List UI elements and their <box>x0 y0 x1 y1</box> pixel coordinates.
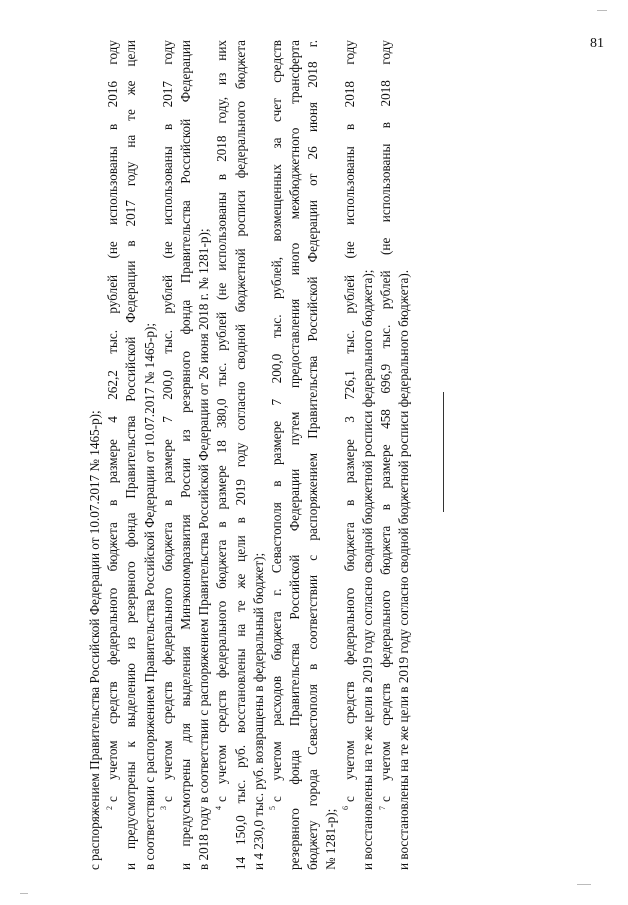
line-text: и предусмотрены к выделению из резервного фонда Правительства Российской Федерации в 2017 году на те же цели <box>123 40 139 870</box>
text-line <box>268 40 286 870</box>
footnote-marker: 5 <box>268 806 278 810</box>
text-line <box>322 40 340 870</box>
line-text: 14 150,0 тыс. руб. восстановлены на те же цели в 2019 году согласно сводной бюджетной росписи федерального бюджета <box>232 40 248 870</box>
line-text: в соответствии с распоряжением Правительства Российской Федерации от 10.07.2017 № 1465-р); <box>141 322 157 870</box>
text-line <box>395 40 413 870</box>
scan-artifact <box>577 884 591 885</box>
scan-artifact <box>20 893 28 894</box>
text-line <box>141 40 159 870</box>
footnote-marker: 3 <box>159 806 169 810</box>
line-text: с учетом средств федерального бюджета в размере 4 262,2 тыс. рублей (не использованы в 2016 году <box>105 40 121 802</box>
text-line <box>104 40 122 870</box>
text-line <box>377 40 395 870</box>
text-line <box>341 40 359 870</box>
line-text: и восстановлены на те же цели в 2019 году согласно сводной бюджетной росписи федерального бюджета). <box>396 269 412 870</box>
line-text: бюджету города Севастополя в соответствии с распоряжением Правительства Российской Федерации от 26 июня 2018 г. <box>305 40 321 870</box>
line-text: с учетом средств федерального бюджета в размере 458 696,9 тыс. рублей (не использованы в 2018 году <box>378 40 393 802</box>
section-separator-line <box>443 392 444 512</box>
line-text: с учетом средств федерального бюджета в размере 18 380,0 тыс. рублей (не использованы в 2018 году, из них <box>214 40 230 802</box>
line-text: и восстановлены на те же цели в 2019 году согласно сводной бюджетной росписи федерального бюджета); <box>359 269 375 870</box>
text-line <box>86 40 104 870</box>
line-text: с учетом средств федерального бюджета в размере 3 726,1 тыс. рублей (не использованы в 2018 году <box>341 40 357 802</box>
line-text: и 4 230,0 тыс. руб. возвращены в федеральный бюджет); <box>250 552 266 870</box>
text-line <box>159 40 177 870</box>
line-text: № 1281-р); <box>323 808 339 870</box>
footnote-marker: 2 <box>104 806 114 810</box>
page-number: 81 <box>590 36 604 51</box>
footnote-marker: 6 <box>341 806 351 810</box>
line-text: с учетом расходов бюджета г. Севастополя в размере 7 200,0 тыс. рублей, возмещенных за счет средств <box>268 40 284 802</box>
text-line <box>286 40 304 870</box>
text-line <box>359 40 377 870</box>
line-text: с учетом средств федерального бюджета в размере 7 200,0 тыс. рублей (не использованы в 2017 году <box>159 40 175 802</box>
line-text: и предусмотрены для выделения Минэкономразвития России из резервного фонда Правительства Российской Федерации <box>177 40 193 870</box>
line-text: резервного фонда Правительства Российской Федерации путем предоставления иного межбюджетного трансферта <box>287 40 303 870</box>
text-line <box>177 40 195 870</box>
text-line <box>213 40 231 870</box>
line-text: с распоряжением Правительства Российской Федерации от 10.07.2017 № 1465-р); <box>87 410 102 870</box>
footnote-marker: 4 <box>213 806 223 810</box>
scan-artifact <box>597 10 607 11</box>
text-line <box>122 40 140 870</box>
text-line <box>195 40 213 870</box>
footnotes-block <box>86 40 412 870</box>
text-line <box>304 40 322 870</box>
footnote-marker: 7 <box>377 806 387 810</box>
line-text: в 2018 году в соответствии с распоряжением Правительства Российской Федерации от 26 июня 2018 г. № 1281-р); <box>196 228 212 870</box>
text-line <box>232 40 250 870</box>
text-line <box>250 40 268 870</box>
